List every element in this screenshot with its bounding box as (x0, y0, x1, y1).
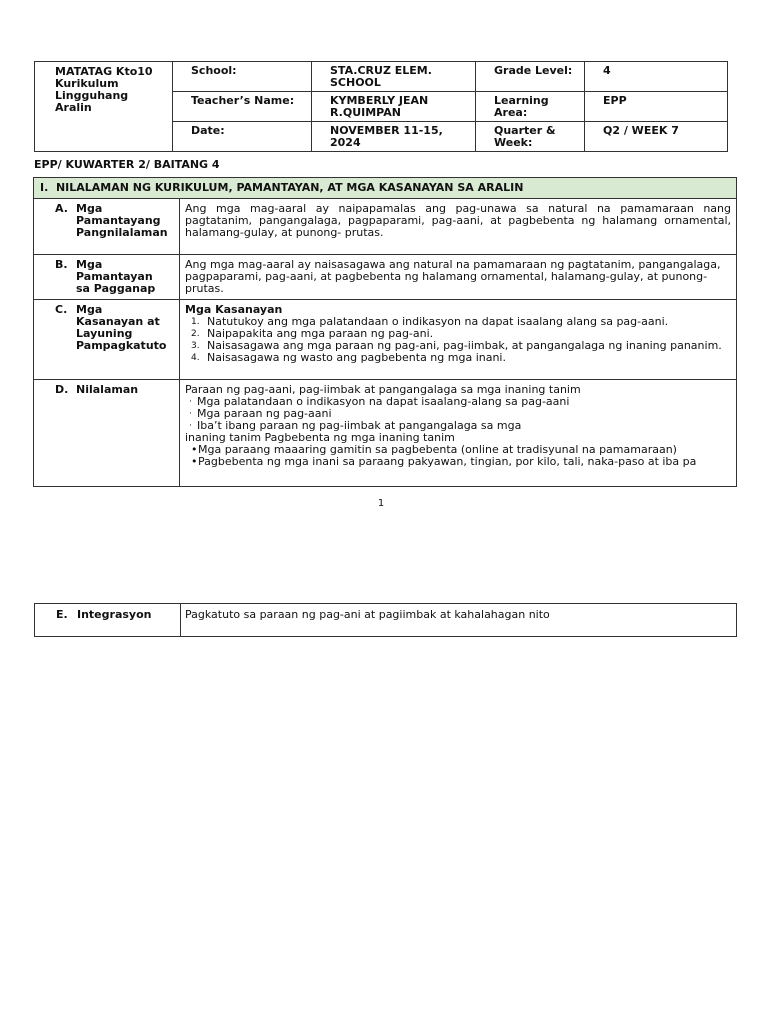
integration-table (34, 603, 737, 637)
bullet-mark: • (191, 455, 198, 468)
grade-label: Grade Level: (476, 62, 585, 92)
content-standards-text: Ang mga mag-aaral ay naipapamalas ang pag-unawa sa natural na pamamaraan nang pagtatanim, pangangalaga, pagpaparami, pag-aani, at pagbebenta ng halamang ornamental, halamang-gulay, at punong- prutas. (180, 199, 737, 255)
list-item-text: Naisasagawa ng wasto ang pagbebenta ng mga inani. (207, 351, 506, 364)
row-label-line: Pampagkatuto (76, 339, 167, 352)
row-label-learning-competencies (34, 300, 180, 380)
content-continuation: inaning tanim Pagbebenta ng mga inaning tanim (185, 431, 455, 444)
row-label-line: sa Pagganap (76, 282, 156, 295)
list-item-text: Iba’t ibang paraan ng pag-iimbak at pangangalaga sa mga (197, 419, 522, 432)
date-value-line: 2024 (330, 136, 361, 149)
list-number: 2. (191, 329, 200, 339)
list-number: 4. (191, 353, 200, 363)
list-number: 1. (191, 317, 200, 327)
date-value (312, 122, 476, 152)
brand-cell (35, 62, 173, 152)
row-letter: C. (55, 303, 68, 316)
section-number: I. (40, 181, 49, 194)
row-label-performance-standards (34, 255, 180, 300)
learning-area-label-line: Learning (494, 94, 549, 107)
row-label-text: Nilalaman (76, 383, 139, 396)
teacher-value-line: R.QUIMPAN (330, 106, 401, 119)
teacher-label: Teacher’s Name: (173, 92, 312, 122)
row-letter: E. (56, 608, 68, 621)
bullet-mark: · (189, 397, 192, 407)
section-heading (34, 178, 737, 199)
list-item (185, 456, 731, 468)
row-label-line: Mga (76, 202, 103, 215)
section-title: NILALAMAN NG KURIKULUM, PAMANTAYAN, AT MGA KASANAYAN SA ARALIN (55, 181, 524, 194)
list-item-text: Mga paraan ng pag-aani (197, 407, 332, 420)
row-label-text (76, 304, 175, 352)
page-number: 1 (377, 498, 385, 509)
grade-value: 4 (585, 62, 728, 92)
content-intro: Paraan ng pag-aani, pag-iimbak at pangangalaga sa mga inaning tanim (185, 383, 581, 396)
list-item-text: Naipapakita ang mga paraan ng pag-ani. (207, 327, 434, 340)
row-label-line: Pangnilalaman (76, 226, 168, 239)
quarter-week-label-line: Quarter & (494, 124, 556, 137)
row-label-line: Mga (76, 258, 103, 271)
row-letter: A. (55, 202, 68, 215)
bullet-mark: · (189, 421, 192, 431)
row-letter: D. (55, 383, 69, 396)
row-label-line: Pamantayang (76, 214, 161, 227)
learning-area-label-line: Area: (494, 106, 528, 119)
quarter-week-value: Q2 / WEEK 7 (585, 122, 728, 152)
school-value-line: STA.CRUZ ELEM. (330, 64, 432, 77)
brand-line: Aralin (55, 101, 92, 114)
row-label-line: Layuning (76, 327, 133, 340)
integration-text: Pagkatuto sa paraan ng pag-ani at pagiimbak at kahalahagan nito (181, 604, 737, 637)
header-table (34, 61, 728, 152)
brand-line: MATATAG Kto10 (55, 65, 153, 78)
row-label-line: Kasanayan at (76, 315, 160, 328)
school-label: School: (173, 62, 312, 92)
date-value-line: NOVEMBER 11-15, (330, 124, 443, 137)
list-item-text: Mga palatandaan o indikasyon na dapat isaalang-alang sa pag-aani (197, 395, 570, 408)
performance-standards-text: Ang mga mag-aaral ay naisasagawa ang natural na pamamaraan ng pagtatanim, pangangalaga, pagpaparami, pag-aani, at pagbebenta ng halamang ornamental, halamang-gulay, at punong-prutas. (180, 255, 737, 300)
curriculum-table (33, 177, 737, 487)
row-label-integration (35, 604, 181, 637)
row-label-content-standards (34, 199, 180, 255)
brand-line: Lingguhang (55, 89, 129, 102)
content-cell (180, 380, 737, 487)
quarter-week-label-line: Week: (494, 136, 533, 149)
list-item-text: Mga paraang maaaring gamitin sa pagbebenta (online at tradisyunal na pamamaraan) (198, 443, 677, 456)
subject-line: EPP/ KUWARTER 2/ BAITANG 4 (34, 158, 220, 171)
list-item-text: Natutukoy ang mga palatandaan o indikasyon na dapat isaalang alang sa pag-aani. (207, 315, 669, 328)
list-item (185, 352, 731, 364)
learning-competencies-cell (180, 300, 737, 380)
quarter-week-label (476, 122, 585, 152)
row-label-text (76, 259, 175, 295)
school-value-line: SCHOOL (330, 76, 381, 89)
bullet-mark: • (191, 443, 198, 456)
list-number: 3. (191, 341, 200, 351)
brand-line: Kurikulum (55, 77, 119, 90)
competencies-list (185, 316, 731, 364)
content-dot-list (185, 396, 731, 432)
row-letter: B. (55, 258, 68, 271)
teacher-value-line: KYMBERLY JEAN (330, 94, 429, 107)
row-label-content (34, 380, 180, 487)
learning-area-value: EPP (585, 92, 728, 122)
teacher-value (312, 92, 476, 122)
row-label-text (76, 203, 175, 239)
learning-area-label (476, 92, 585, 122)
date-label: Date: (173, 122, 312, 152)
list-item-text: Naisasagawa ang mga paraan ng pag-ani, pag-iimbak, at pangangalaga ng inaning pananim. (207, 339, 722, 352)
row-label-line: Mga (76, 303, 103, 316)
competencies-heading: Mga Kasanayan (185, 303, 283, 316)
row-label-line: Pamantayan (76, 270, 153, 283)
bullet-mark: · (189, 409, 192, 419)
content-bullet-list (185, 444, 731, 468)
school-value (312, 62, 476, 92)
row-label-text: Integrasyon (77, 608, 152, 621)
list-item-text: Pagbebenta ng mga inani sa paraang pakyawan, tingian, por kilo, tali, naka-paso at iba pa (198, 455, 697, 468)
